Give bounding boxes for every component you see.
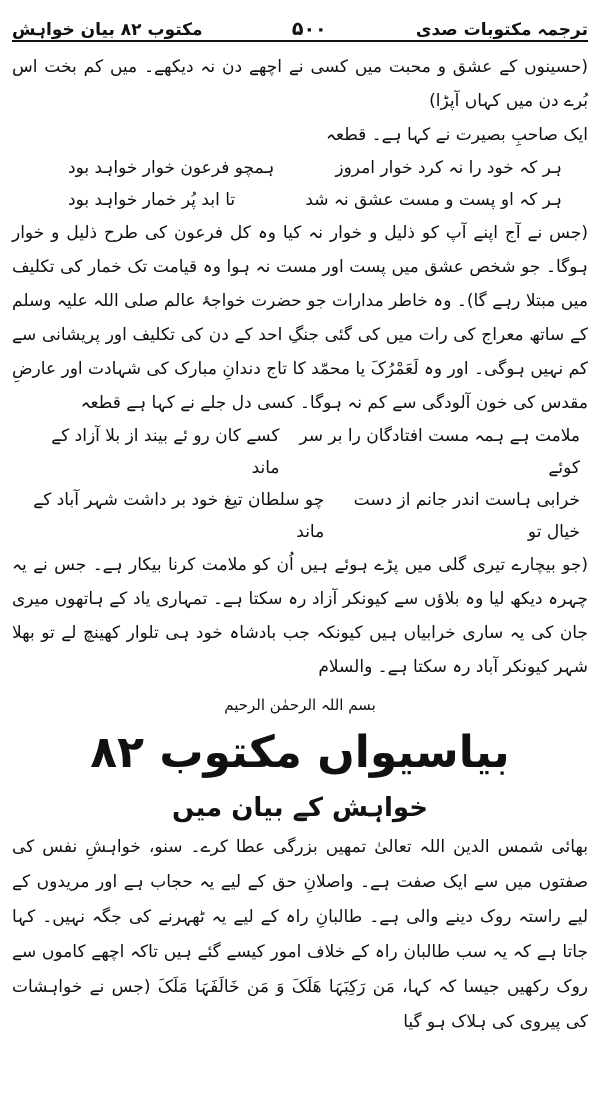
verse-left: تا ابد پُر خمار خواہد بود — [68, 190, 236, 210]
paragraph-1: (جس نے آج اپنے آپ کو ذلیل و خوار نہ کیا وہ کل فرعون کی طرح ذلیل و خوار ہوگا۔ جو شخص عشق میں پست اور مست نہ ہوا وہ قیامت تک خمار کی تکلیف میں مبتلا رہے گا)۔ وہ خاطر مدارات جو حضرت خواجۂ عالم صلی اللہ علیہ وسلم کے ساتھ معراج کی رات میں کی گئی جنگِ احد کے دن کی تکلیف اور پریشانی سے کم نہیں ہوگی۔ اور وہ لَعَمْرُکَ یا محمّد کا تاج دندانِ مبارک کی شہادت اور عارضِ مقدس کی خون آلودگی سے کم نہ ہوگا۔ کسی دل جلے نے کہا ہے قطعہ — [12, 223, 588, 413]
letter-title: بیاسیواں مکتوب ۸۲ — [90, 727, 510, 778]
verse-left: ہمچو فرعون خوار خواہد بود — [68, 158, 275, 178]
verse-block-2 — [12, 420, 588, 548]
page-header — [12, 6, 588, 42]
intro-line-2: ایک صاحبِ بصیرت نے کہا ہے۔ قطعہ — [326, 125, 588, 145]
verse-block-1 — [12, 152, 588, 216]
letter-label: مکتوب ۸۲ بیان خواہش — [12, 20, 203, 40]
verse-row — [12, 484, 588, 548]
verse-left: چو سلطان تیغ خود بر داشت شہر آباد کے ماند — [33, 490, 325, 542]
paragraph-3: بھائی شمس الدین اللہ تعالیٰ تمھیں بزرگی عطا کرے۔ سنو، خواہشِ نفس کی صفتوں میں سے ایک صفت ہے۔ واصلانِ حق کے لیے یہ حجاب ہے اور مریدوں کے لیے راستہ روک دینے والی ہے۔ طالبانِ راہ کے لیے یہ ٹھہرنے کی جگہ نہیں۔ کہا جاتا ہے کہ یہ سب طالبان راہ کے خلاف امور کیسے گئے ہیں تاکہ اچھے کاموں سے روک رکھیں جیسا کہ کہا، مَن رَکِبَہَا ھَلَکَ وَ مَن خَالَفَہَا مَلَکَ (جس نے خواہشات کی پیروی کی ہلاک ہو گیا — [12, 837, 588, 1032]
verse-left: کسے کان رو ئے بیند از بلا آزاد کے ماند — [51, 426, 280, 478]
verse-right: خرابی ہاست اندر جانم از دست خیال تو — [353, 490, 580, 542]
verse-right: ہر کہ او پست و مست عشق نہ شد — [305, 190, 562, 210]
verse-row — [12, 152, 588, 184]
bismillah: بسم اللہ الرحمٰن الرحیم — [224, 696, 376, 714]
intro-line-1: (حسینوں کے عشق و محبت میں کسی نے اچھے دن نہ دیکھے۔ میں کم بخت اس بُرے دن میں کہاں آپڑا) — [12, 57, 588, 111]
paragraph-2: (جو بیچارے تیری گلی میں پڑے ہوئے ہیں اُن کو ملامت کرنا بیکار ہے۔ جس نے یہ چہرہ دیکھ لیا وہ بلاؤں سے کیونکر آزاد رہ سکتا ہے۔ تمہاری یاد کے ہاتھوں میری جان کی یہ ساری خرابیاں ہیں کیونکہ جب بادشاہ خود ہی تلوار کھینچ لے تو بھلا شہر کیونکر آباد رہ سکتا ہے۔ والسلام — [12, 555, 588, 677]
verse-right: ہر کہ خود را نہ کرد خوار امروز — [335, 158, 562, 178]
letter-subtitle: خواہش کے بیان میں — [172, 793, 428, 823]
verse-row — [12, 420, 588, 484]
book-title: ترجمہ مکتوبات صدی — [415, 20, 588, 40]
letter-body — [12, 830, 588, 1040]
verse-right: ملامت ہے ہمہ مست افتادگان را بر سر کوئے — [299, 426, 580, 478]
verse-row — [12, 184, 588, 216]
page-number: ۵۰۰ — [291, 18, 327, 40]
